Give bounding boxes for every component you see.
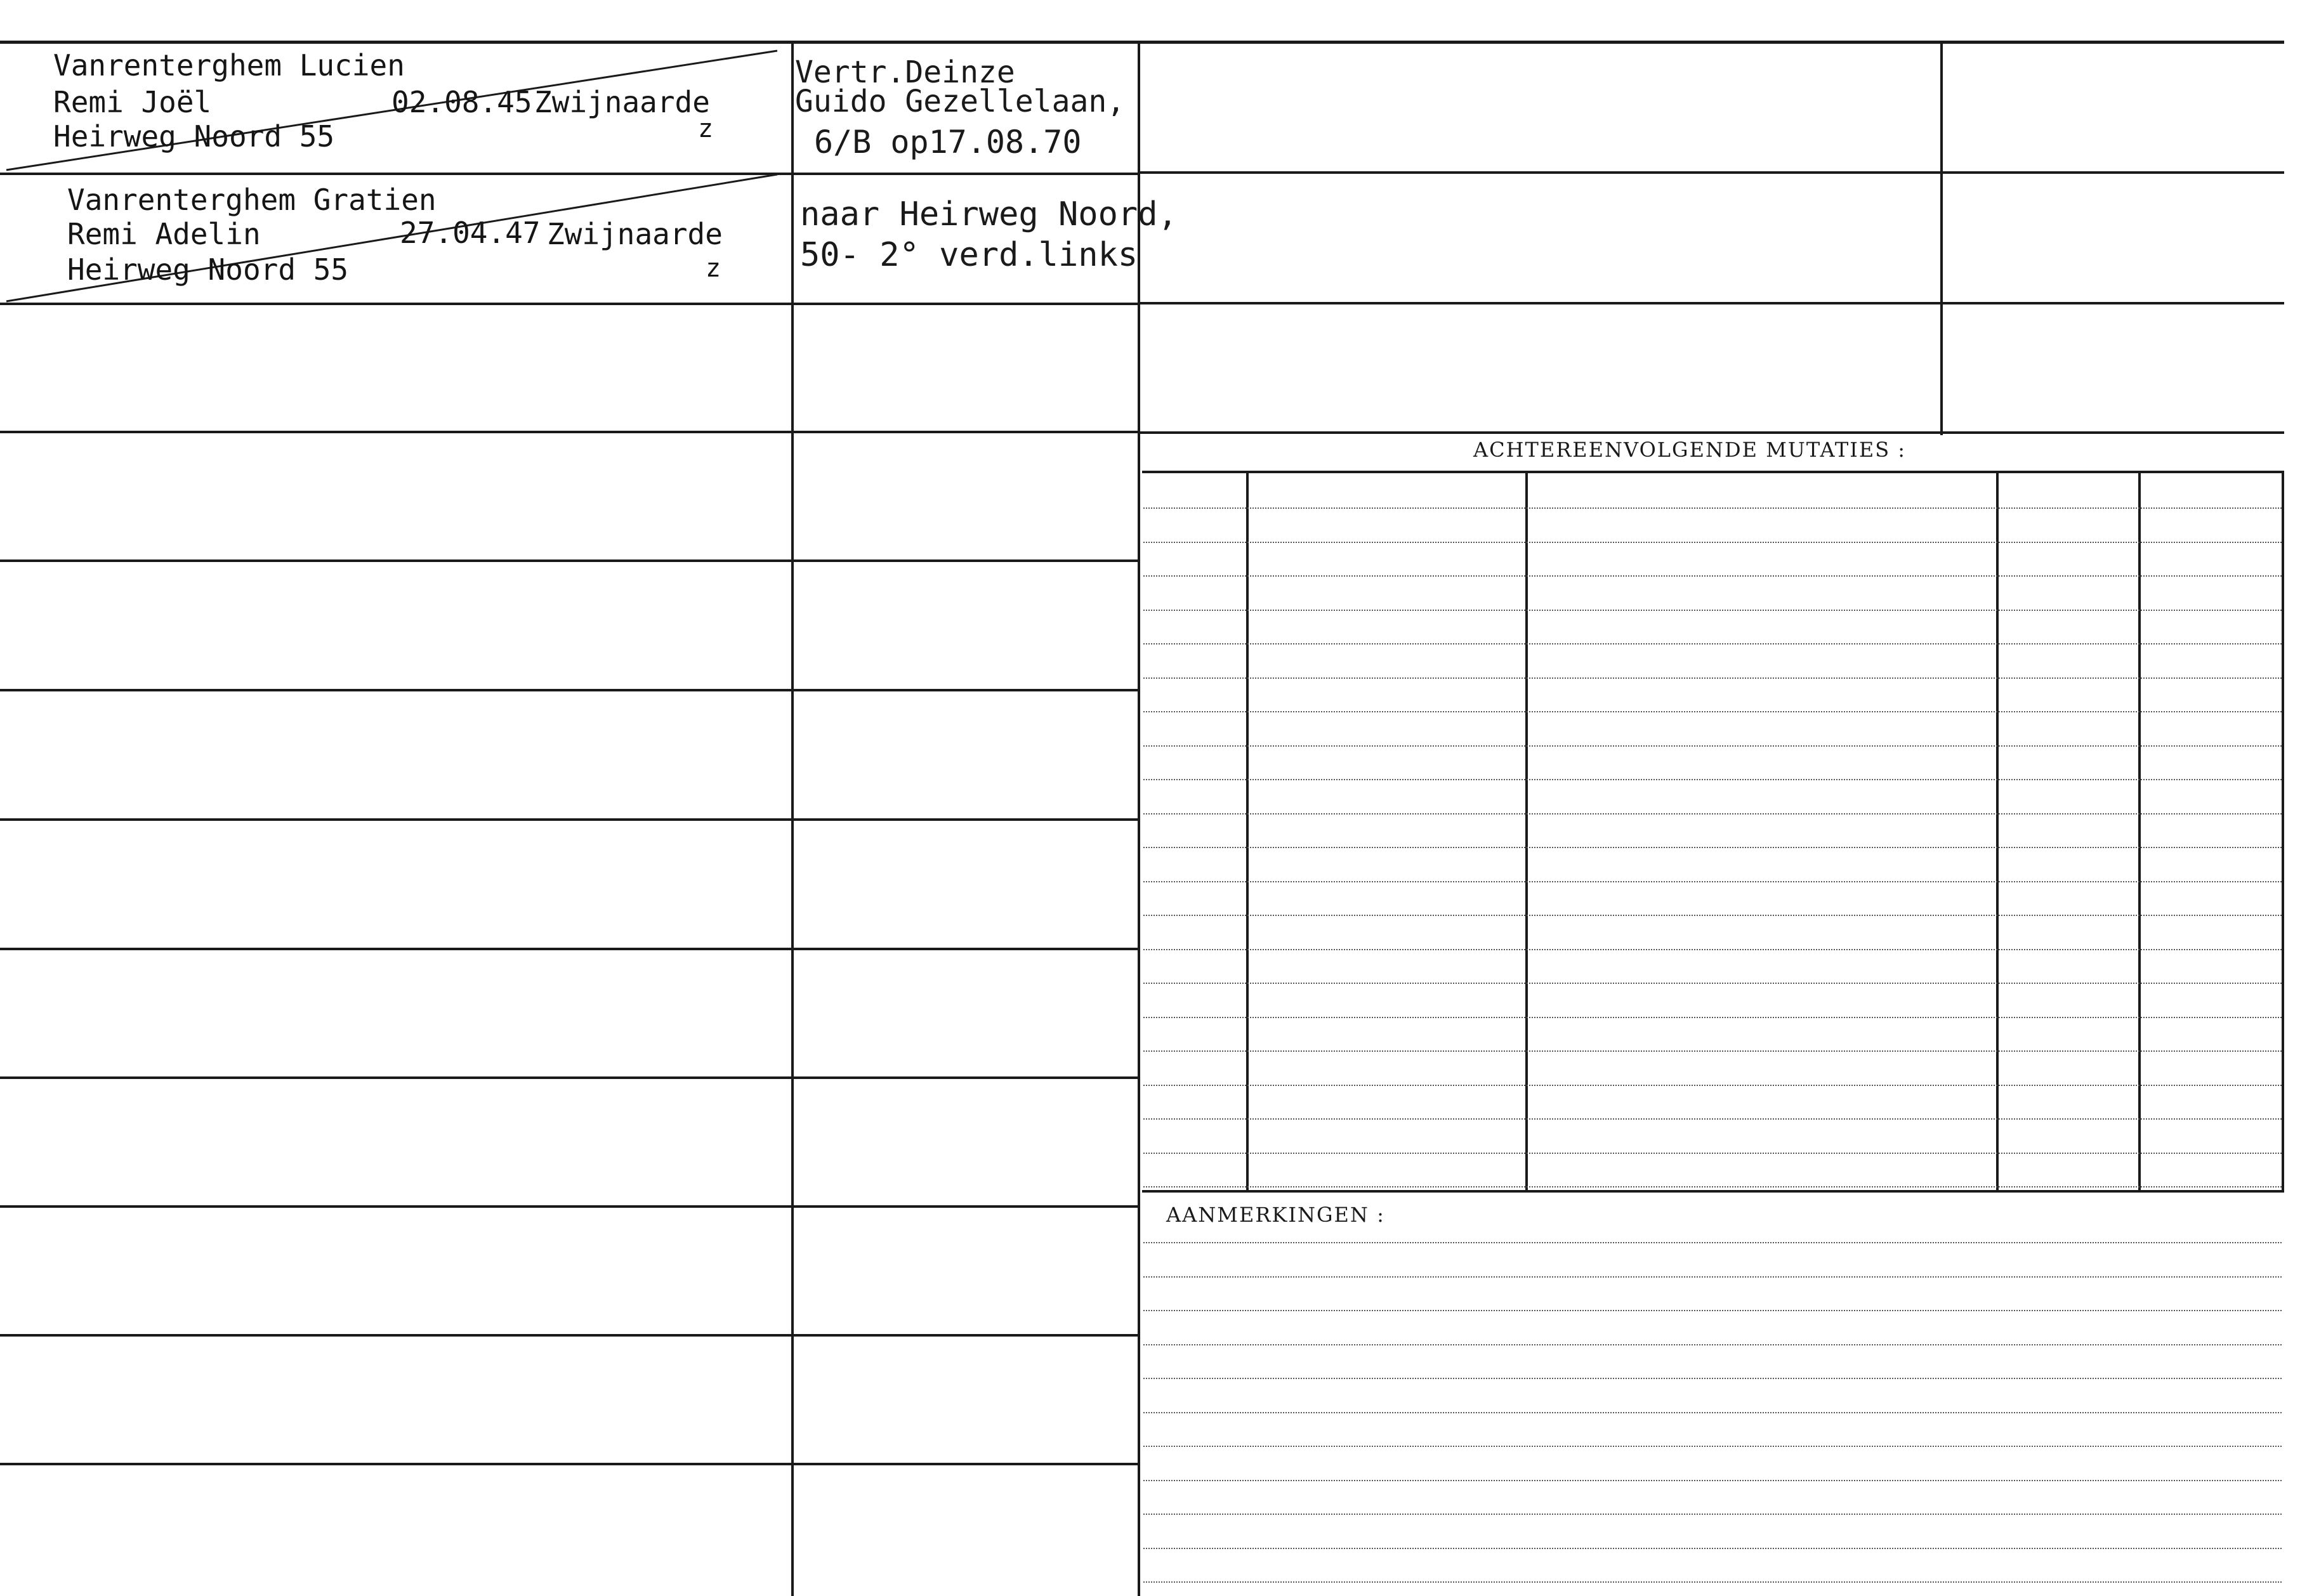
entry-2-mark: z [706, 254, 721, 283]
dotted-rule [1143, 745, 2282, 747]
column-divider-right [1940, 42, 1943, 435]
dotted-rule [1143, 643, 2282, 644]
entry-2-address: Heirweg Noord 55 [67, 252, 349, 287]
dotted-rule [1143, 1118, 2282, 1120]
dotted-rule [1143, 677, 2282, 679]
row-line [0, 559, 1139, 562]
dotted-rule [1143, 1242, 2282, 1243]
dotted-rule [1143, 847, 2282, 848]
entry-2-given-names: Remi Adelin [67, 217, 261, 251]
dotted-rule [1143, 1310, 2282, 1311]
entry-2-surname: Vanrenterghem Gratien [67, 183, 437, 217]
dotted-rule [1143, 915, 2282, 916]
note-1-line-2: Guido Gezellelaan, [795, 84, 1126, 119]
dotted-rule [1143, 610, 2282, 611]
dotted-rule [1143, 507, 2282, 509]
dotted-rule [1143, 1186, 2282, 1187]
dotted-rule [1143, 1085, 2282, 1086]
mutations-top-rule [1142, 471, 2284, 473]
dotted-rule [1143, 575, 2282, 577]
row-line [0, 1463, 1139, 1465]
dotted-rule [1143, 1446, 2282, 1447]
note-2-line-1: naar Heirweg Noord, [800, 195, 1178, 233]
right-row-line [1139, 431, 2284, 434]
row-line [0, 948, 1139, 950]
row-line [0, 1076, 1139, 1079]
note-2-line-2: 50- 2° verd.links [800, 236, 1138, 274]
dotted-rule [1143, 1153, 2282, 1154]
dotted-rule [1143, 1581, 2282, 1583]
right-row-line [1139, 171, 2284, 174]
dotted-rule [1143, 1276, 2282, 1278]
dotted-rule [1143, 1412, 2282, 1413]
row-line [0, 1205, 1139, 1208]
dotted-rule [1143, 1548, 2282, 1549]
note-1-line-1: Vertr.Deinze [795, 55, 1015, 90]
dotted-rule [1143, 1378, 2282, 1379]
entry-2-birth-place: Zwijnaarde [547, 217, 723, 251]
entry-1-birth-date: 02.08.45 [391, 85, 532, 119]
row-line [0, 1334, 1139, 1337]
right-row-line [1139, 302, 2284, 304]
entry-1-mark: z [698, 114, 714, 143]
dotted-rule [1143, 1514, 2282, 1515]
dotted-rule [1143, 1480, 2282, 1481]
dotted-rule [1143, 711, 2282, 712]
entry-1-address: Heirweg Noord 55 [53, 119, 335, 154]
mutations-col-line [2282, 472, 2284, 1193]
dotted-rule [1143, 1017, 2282, 1018]
mutations-bottom-rule [1142, 1190, 2284, 1193]
row-line [0, 689, 1139, 691]
row-line [0, 818, 1139, 821]
row-line [0, 431, 1139, 433]
dotted-rule [1143, 542, 2282, 543]
entry-1-given-names: Remi Joël [53, 85, 212, 119]
dotted-rule [1143, 779, 2282, 780]
dotted-rule [1143, 881, 2282, 882]
remarks-heading: AANMERKINGEN : [1166, 1203, 1385, 1227]
entry-1-surname: Vanrenterghem Lucien [53, 48, 405, 82]
entry-2-birth-date: 27.04.47 [400, 216, 541, 250]
dotted-rule [1143, 1344, 2282, 1345]
dotted-rule [1143, 949, 2282, 950]
mutations-heading: ACHTEREENVOLGENDE MUTATIES : [1473, 438, 1907, 462]
dotted-rule [1143, 1050, 2282, 1052]
note-1-line-3: 6/B op17.08.70 [814, 124, 1082, 160]
entry-1-birth-place: Zwijnaarde [534, 85, 710, 119]
dotted-rule [1143, 983, 2282, 984]
dotted-rule [1143, 813, 2282, 814]
